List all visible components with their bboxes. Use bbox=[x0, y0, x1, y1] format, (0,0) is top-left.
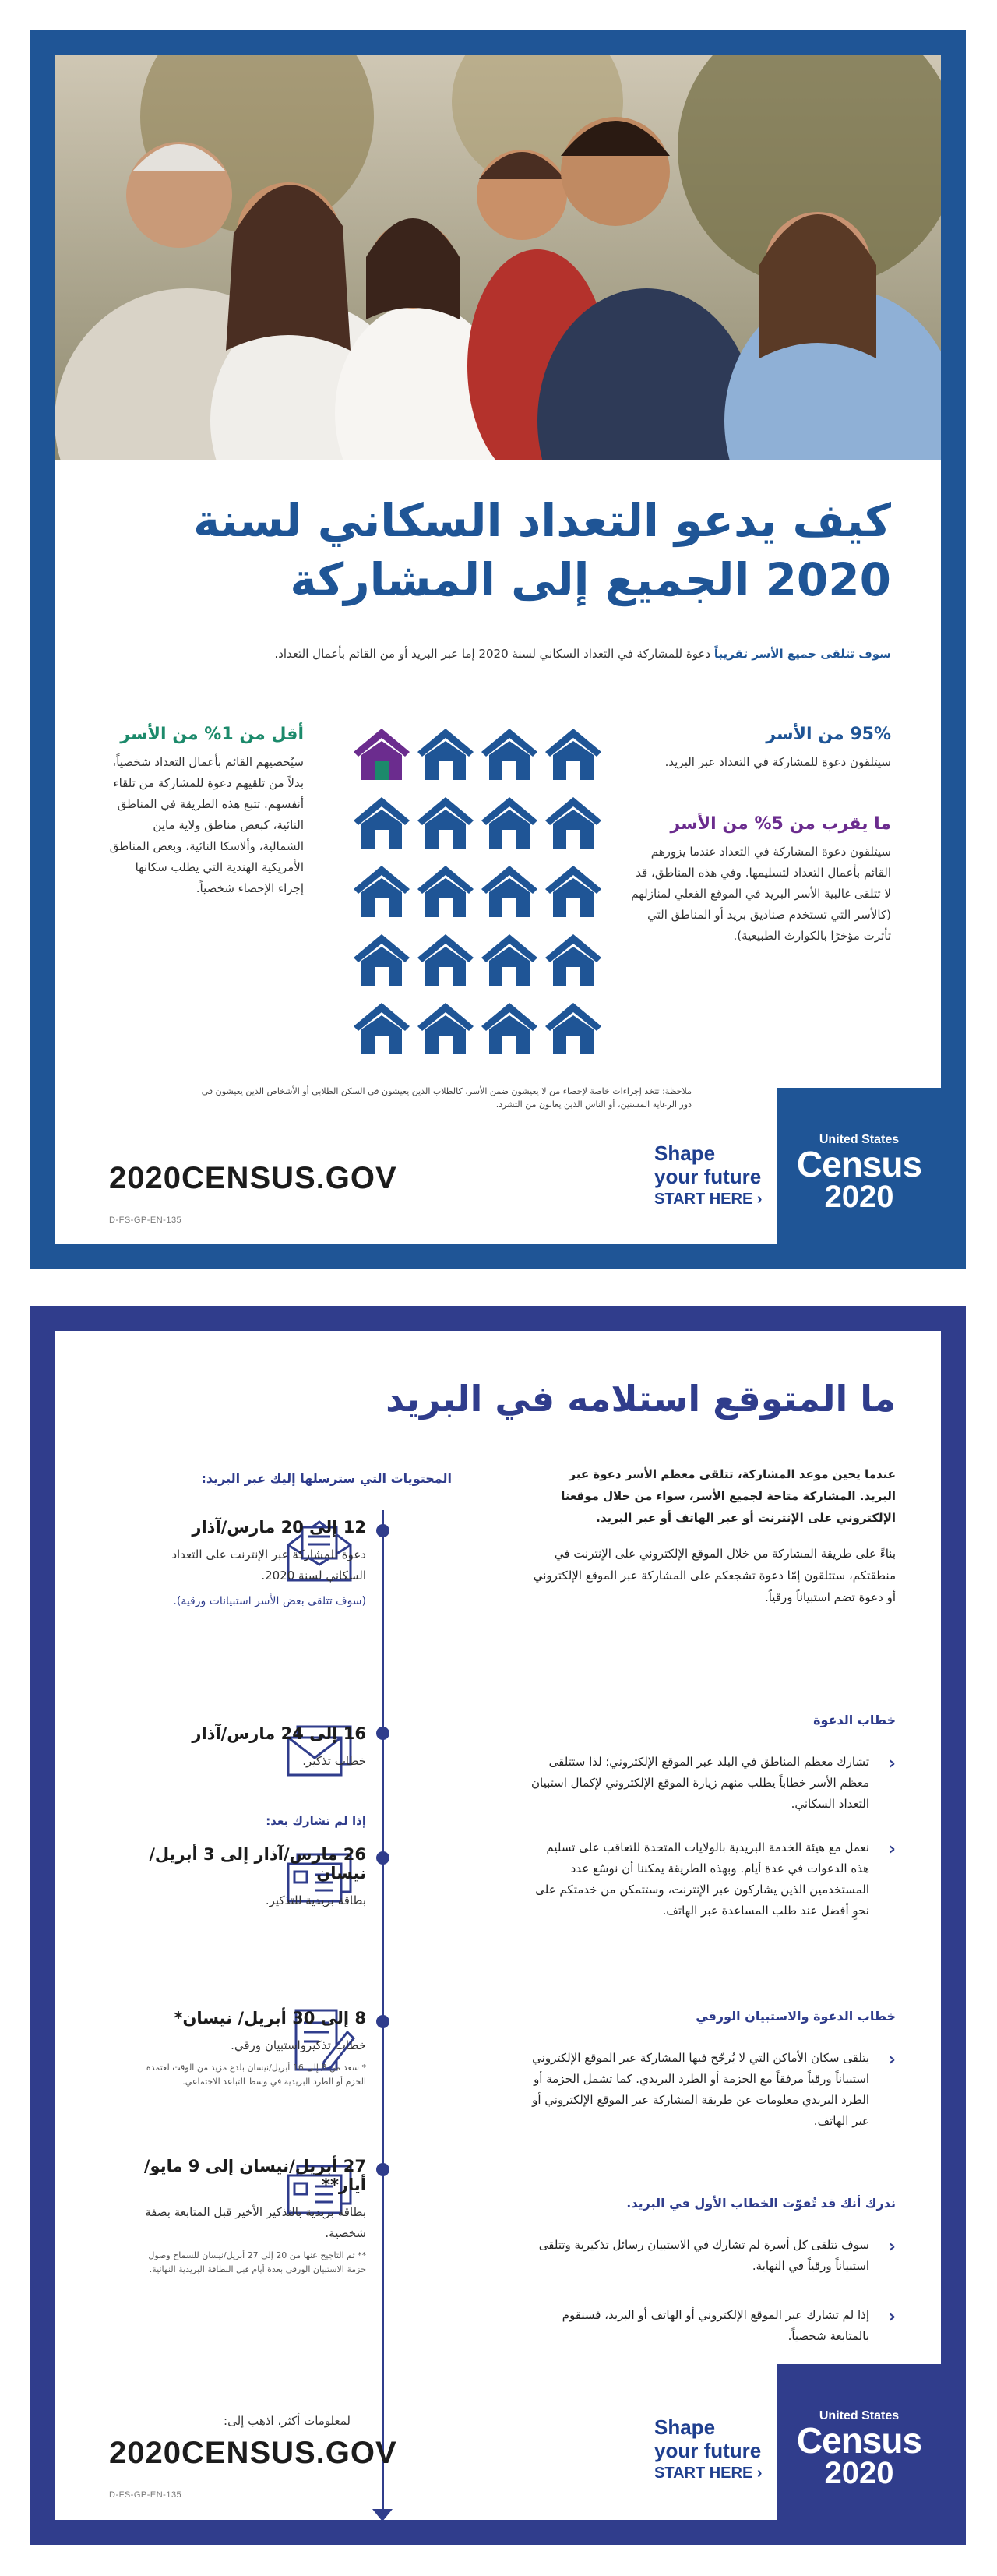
timeline-dot bbox=[376, 2015, 389, 2028]
timeline-desc-2: خطاب تذكير. bbox=[302, 1754, 366, 1768]
census-logo bbox=[777, 2364, 941, 2520]
timeline-date-2: 16 إلى 24 مارس/آذار bbox=[192, 1724, 366, 1743]
timeline-date-4: 8 إلى 30 أبريل/ نيسان* bbox=[174, 2009, 366, 2027]
house-icon bbox=[417, 729, 474, 780]
chevron-right-icon: › bbox=[756, 1191, 763, 1208]
house-icon bbox=[417, 1003, 474, 1054]
tagline-your-future: your future bbox=[654, 2439, 762, 2462]
tagline-shape: Shape bbox=[654, 2415, 716, 2439]
flyer-page-1 bbox=[30, 30, 966, 1269]
more-info-label: لمعلومات أكثر، اذهب إلى: bbox=[224, 2414, 351, 2428]
logo-census: Census bbox=[796, 1144, 922, 1184]
stat-95-text: سيتلقون دعوة للمشاركة في التعداد عبر البريد. bbox=[664, 755, 891, 769]
timeline-heading: المحتويات التي سترسلها إليك عبر البريد: bbox=[201, 1471, 452, 1486]
flyer-page-2 bbox=[30, 1306, 966, 2545]
timeline-item-5 bbox=[140, 2157, 366, 2277]
stat-5-heading: ما يقرب من 5% من الأسر bbox=[670, 814, 891, 834]
logo-census: Census bbox=[796, 2420, 922, 2461]
stat-1-percent bbox=[109, 725, 304, 899]
logo-year: 2020 bbox=[824, 2456, 894, 2490]
chevron-right-icon: › bbox=[756, 2465, 763, 2482]
chevron-left-icon: ‹ bbox=[888, 2050, 896, 2070]
timeline-desc-1: دعوة للمشاركة عبر الإنترنت على التعداد السكاني لسنة 2020. bbox=[171, 1547, 366, 1583]
logo-united-states: United States bbox=[819, 2409, 900, 2422]
stat-95-percent bbox=[626, 725, 891, 773]
timeline-item-4 bbox=[140, 2009, 366, 2089]
house-icon bbox=[417, 797, 474, 849]
house-icon bbox=[481, 729, 537, 780]
timeline-dot bbox=[376, 2163, 389, 2176]
timeline-desc-5: بطاقة بريدية بالتذكير الأخير قبل المتابعة بصفة شخصية. bbox=[145, 2205, 366, 2240]
timeline-dot bbox=[376, 1524, 389, 1537]
stat-5-percent bbox=[626, 814, 891, 947]
house-icon bbox=[417, 866, 474, 917]
bullet-reminders: ‹ سوف تتلقى كل أسرة لم تشارك في الاستبيان رسائل تذكيرية وتتلقى استبياناً ورقياً في النهاية. bbox=[538, 2237, 896, 2273]
house-icon bbox=[481, 934, 537, 986]
logo-year: 2020 bbox=[824, 1180, 894, 1214]
intro-bold: سوف تتلقى جميع الأسر تقريباً bbox=[713, 647, 891, 661]
house-icon bbox=[354, 866, 410, 917]
intro-rest: دعوة للمشاركة في التعداد السكاني لسنة 2020 إما عبر البريد أو من القائم بأعمال التعداد. bbox=[274, 647, 714, 661]
website-url[interactable]: 2020CENSUS.GOV bbox=[109, 1161, 397, 1195]
stat-95-heading: 95% من الأسر bbox=[766, 725, 891, 744]
shape-your-future-tagline bbox=[654, 2415, 763, 2484]
chevron-left-icon: ‹ bbox=[888, 2237, 896, 2257]
stat-1-heading: أقل من 1% من الأسر bbox=[120, 725, 304, 744]
house-icon bbox=[354, 729, 410, 780]
bullet-online-invite: ‹ تشارك معظم المناطق في البلد عبر الموقع الإلكتروني؛ لذا ستتلقى معظم الأسر خطاباً يطلب منهم زيارة الموقع الإلكتروني لإكمال استبيان التعداد السكاني. bbox=[530, 1754, 896, 1811]
website-url[interactable]: 2020CENSUS.GOV bbox=[109, 2436, 397, 2470]
chevron-left-icon: ‹ bbox=[888, 2307, 896, 2327]
house-icon bbox=[545, 934, 601, 986]
document-code: D-FS-GP-EN-135 bbox=[109, 2490, 182, 2500]
logo-united-states: United States bbox=[819, 1133, 900, 1146]
tagline-your-future: your future bbox=[654, 1165, 762, 1188]
lead-text: عندما يحين موعد المشاركة، تتلقى معظم الأسر دعوة عبر البريد. المشاركة متاحة لجميع الأسر، سواء من خلال موقعنا الإلكتروني على الإنترنت أو عبر الهاتف أو عبر البريد. bbox=[561, 1467, 896, 1525]
house-icon bbox=[354, 797, 410, 849]
house-icon bbox=[417, 934, 474, 986]
tagline-start-here: START HERE › bbox=[654, 1191, 763, 1208]
page-1-content bbox=[55, 55, 941, 1244]
timeline-dot bbox=[376, 1851, 389, 1865]
house-icon bbox=[545, 797, 601, 849]
document-code: D-FS-GP-EN-135 bbox=[109, 1216, 182, 1225]
house-icon bbox=[545, 866, 601, 917]
timeline-subheading: إذا لم تشارك بعد: bbox=[266, 1814, 366, 1828]
intro-text bbox=[112, 647, 891, 661]
bullet-staggered-delivery: ‹ نعمل مع هيئة الخدمة البريدية بالولايات المتحدة للتعاقب على تسليم هذه الدعوات في عدة أيام. وبهذه الطريقة يمكننا أن نوسّع عدد المستخدمين الذين يشاركون عبر الإنترنت، وستتمكن من خدمتكم على نحوٍ أفضل عند طلب المساعدة عبر الهاتف. bbox=[535, 1840, 896, 1918]
timeline-date-1: 12 إلى 20 مارس/آذار bbox=[192, 1518, 366, 1537]
page-2-title: ما المتوقع استلامه في البريد bbox=[386, 1378, 896, 1420]
house-icon bbox=[481, 866, 537, 917]
page-title: كيف يدعو التعداد السكاني لسنة 2020 الجميع إلى المشاركة bbox=[192, 494, 891, 606]
tagline-shape: Shape bbox=[654, 1142, 716, 1165]
stat-5-text: سيتلقون دعوة المشاركة في التعداد عندما يزورهم القائم بأعمال التعداد لتسليمها. وفي هذه المناطق، قد لا تتلقى غالبية الأسر البريد في الموقع الفعلي لمنازلهم (كالأسر التي تستخدم صناديق بريد أو المناطق التي تأثرت مؤخرًا بالكوارث الطبيعية). bbox=[631, 845, 891, 943]
timeline-item-3 bbox=[140, 1845, 366, 1911]
timeline-footnote-5: ** تم التاجيح عنها من 20 إلى 27 أبريل/نيسان للسماح وصول حزمة الاستبيان الورقي بعدة أيام قبل البطاقة البريدية النهائية. bbox=[148, 2250, 366, 2274]
footnote: ملاحظة: تتخذ إجراءات خاصة لإحصاء من لا يعيشون ضمن الأسر، كالطلاب الذين يعيشون في السكن الطلابي أو الأشخاص الذين يعيشون في دور الرعاية المسنين، أو الناس الذين يعانون من التشرد. bbox=[201, 1086, 692, 1110]
house-icons bbox=[351, 721, 608, 1071]
chevron-left-icon: ‹ bbox=[888, 1840, 896, 1859]
timeline-note-1: (سوف تتلقى بعض الأسر استبيانات ورقية). bbox=[173, 1595, 366, 1607]
house-icon bbox=[481, 1003, 537, 1054]
house-icon bbox=[481, 797, 537, 849]
timeline-line bbox=[382, 1510, 384, 2515]
section-invitation-letter: خطاب الدعوة bbox=[813, 1713, 896, 1727]
timeline-arrow-icon bbox=[372, 2509, 393, 2520]
timeline-date-5: 27 أبريل/نيسان إلى 9 مايو/أيار** bbox=[143, 2157, 366, 2194]
house-icon bbox=[545, 1003, 601, 1054]
bullet-in-person-followup: ‹ إذا لم تشارك عبر الموقع الإلكتروني أو الهاتف أو البريد، فسنقوم بالمتابعة شخصياً. bbox=[562, 2307, 896, 2343]
house-icon bbox=[545, 729, 601, 780]
section-invitation-paper: خطاب الدعوة والاستبيان الورقي bbox=[696, 2009, 896, 2024]
house-icon-grid bbox=[351, 721, 608, 1071]
timeline-item-1 bbox=[140, 1518, 366, 1612]
timeline-item-2 bbox=[140, 1724, 366, 1772]
page-2-content bbox=[55, 1331, 941, 2520]
intro-column bbox=[530, 1463, 896, 1608]
tagline-start-here: START HERE › bbox=[654, 2465, 763, 2482]
family-photo bbox=[55, 55, 941, 460]
timeline-desc-3: بطاقة بريدية للتذكير. bbox=[265, 1893, 366, 1907]
stat-1-text: سيُحصيهم القائم بأعمال التعداد شخصياً، بدلاً من تلقيهم دعوة للمشاركة من تلقاء أنفسهم. تتبع هذه الطريقة في المناطق النائية، كبعض مناطق ولاية ماين الشمالية، وألاسكا النائية، وبعض المناطق الأمريكية الهندية التي يطلب سكانها إجراء الإحصاء شخصياً. bbox=[109, 755, 304, 895]
census-logo bbox=[777, 1088, 941, 1244]
house-icon bbox=[354, 934, 410, 986]
chevron-left-icon: ‹ bbox=[888, 1754, 896, 1773]
timeline-footnote-4: * سعد من 8 إلى 16 أبريل/نيسان بلدع مزيد من الوقت لعتمدة الحزم أو الطرد البريدية في وسط التباعد الاجتماعي. bbox=[146, 2063, 366, 2087]
timeline-date-3: 26 مارس/آذار إلى 3 أبريل/نيسان bbox=[149, 1845, 366, 1883]
section-missed-letter: ندرك أنك قد تُفوّت الخطاب الأول في البريد. bbox=[626, 2196, 896, 2211]
house-icon bbox=[354, 1003, 410, 1054]
shape-your-future-tagline bbox=[654, 1142, 763, 1210]
bullet-paper-questionnaire: ‹ يتلقى سكان الأماكن التي لا يُرجّح فيها المشاركة عبر الموقع الإلكتروني استبياناً ورقياً مرفقاً مع الحزمة أو الطرد البريدي. كما تشمل الحزمة أو الطرد البريدي معلومات عن طريقة المشاركة عبر الموقع الإلكتروني أو عبر الهاتف. bbox=[532, 2050, 896, 2128]
intro-paragraph: بناءً على طريقة المشاركة من خلال الموقع الإلكتروني على الإنترنت في منطقتكم، ستتلقون إمّا دعوة تشجعكم على المشاركة عبر الموقع الإلكتروني أو دعوة تضم استبياناً ورقياً. bbox=[533, 1547, 896, 1604]
timeline-desc-4: خطاب تذكيرواستبيان ورقي. bbox=[231, 2038, 366, 2052]
timeline-dot bbox=[376, 1727, 389, 1740]
